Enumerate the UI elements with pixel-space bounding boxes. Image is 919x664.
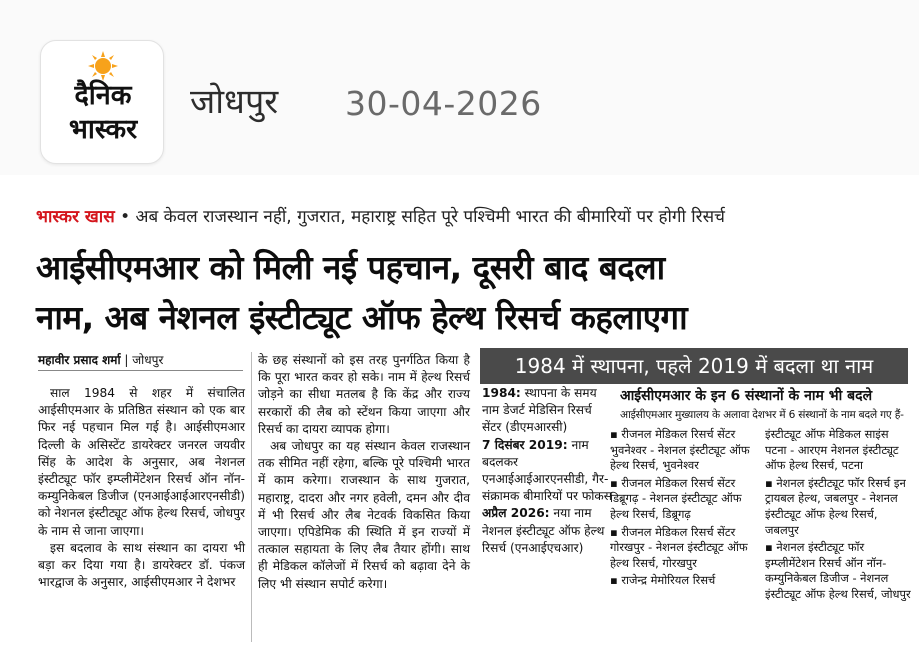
byline-place: | जोधपुर <box>120 353 164 367</box>
list-item: ▪ नेशनल इंस्टीट्यूट फॉर रिसर्च इन ट्रायबल हेल्थ, जबलपुर - नेशनल इंस्टीट्यूट ऑफ हेल्थ रिसर्च, जबलपुर <box>765 475 906 537</box>
article-column-2 <box>258 352 470 593</box>
timeline-text: स्थापना के समय नाम डेजर्ट मेडिसिन रिसर्च सेंटर (डीएमआरसी) <box>482 386 597 435</box>
institutes-list-a <box>610 427 758 591</box>
timeline-text: नया नाम नेशनल इंस्टीट्यूट ऑफ हेल्थ रिसर्च (एनआईएचआर) <box>482 506 605 555</box>
timeline-label: 1984: <box>482 386 521 400</box>
timeline-entry <box>482 505 612 557</box>
edition-city[interactable]: जोधपुर <box>190 82 279 122</box>
logo-text-line1: दैनिक <box>74 80 132 111</box>
list-item: ▪ रीजनल मेडिकल रिसर्च सेंटर गोरखपुर - नेशनल इंस्टीट्यूट ऑफ हेल्थ रिसर्च, गोरखपुर <box>610 524 748 570</box>
headline-line-1: आईसीएमआर को मिली नई पहचान, दूसरी बाद बदला <box>36 248 665 287</box>
byline-author: महावीर प्रसाद शर्मा <box>38 353 121 367</box>
kicker-text: • अब केवल राजस्थान नहीं, गुजरात, महाराष्ट्र सहित पूरे पश्चिमी भारत की बीमारियों पर होगी रिसर्च <box>114 207 725 227</box>
sun-icon <box>88 51 118 81</box>
timeline-box-title: 1984 में स्थापना, पहले 2019 में बदला था नाम <box>480 348 908 384</box>
list-item: ▪ रीजनल मेडिकल रिसर्च सेंटर भुवनेश्वर - नेशनल इंस्टीट्यूट ऑफ हेल्थ रिसर्च, भुवनेश्वर <box>610 427 750 473</box>
institutes-list-b <box>765 427 913 605</box>
paragraph: इस बदलाव के साथ संस्थान का दायरा भी बड़ा कर दिया गया है। डायरेक्टर डॉ. पंकज भारद्वाज के अनुसार, आईसीएमआर ने देशभर <box>38 540 245 590</box>
timeline-entry <box>482 437 612 506</box>
edition-date[interactable]: 30-04-2026 <box>345 84 542 123</box>
byline <box>38 350 243 371</box>
column-divider <box>251 352 252 642</box>
timeline-label: अप्रैल 2026: <box>482 506 550 521</box>
timeline-entry <box>482 385 612 437</box>
headline-line-2: नाम, अब नेशनल इंस्टीट्यूट ऑफ हेल्थ रिसर्च कहलाएगा <box>36 298 688 337</box>
institutes-description: आईसीएमआर मुख्यालय के अलावा देशभर में 6 संस्थानों के नाम बदले गए हैं- <box>620 409 904 421</box>
app-header <box>0 0 919 175</box>
headline <box>36 243 916 343</box>
paragraph: के छह संस्थानों को इस तरह पुनर्गठित किया है कि पूरा भारत कवर हो सके। नाम में हेल्थ रिसर्च जोड़ने का सीधा मतलब है कि केंद्र और राज्य सरकारों की लैब को स्टेंथन किया जाएगा और रिसर्च का दायरा व्यापक होगा। <box>258 353 470 436</box>
list-item: इंस्टीट्यूट ऑफ मेडिकल साइंस पटना - आरएम नेशनल इंस्टीट्यूट ऑफ हेल्थ रिसर्च, पटना <box>765 427 899 473</box>
timeline-text: नाम बदलकर एनआईआईआरएनसीडी, गैर-संक्रामक बीमारियों पर फोकस <box>482 437 613 504</box>
list-item: ▪ रीजनल मेडिकल रिसर्च सेंटर डिब्रूगढ़ - नेशनल इंस्टीट्यूट ऑफ हेल्थ रिसर्च, डिब्रूगढ़ <box>610 475 742 521</box>
list-item: ▪ नेशनल इंस्टीट्यूट फॉर इम्प्लीमेंटेशन रिसर्च ऑन नॉन-कम्युनिकेबल डिजीज - नेशनल इंस्टीट्यूट ऑफ हेल्थ रिसर्च, जोधपुर <box>765 540 911 601</box>
article-column-1 <box>38 385 245 591</box>
list-item: ▪ राजेन्द्र मेमोरियल रिसर्च <box>610 573 716 588</box>
paragraph: साल 1984 से शहर में संचालित आईसीएमआर के प्रतिष्ठित संस्थान को एक बार फिर नई पहचान मिल गई है। आईसीएमआर दिल्ली के असिस्टेंट डायरेक्टर जनरल जयवीर सिंह के आदेश के अनुसार, अब नेशनल इंस्टीट्यूट फॉर इम्प्लीमेंटेशन रिसर्च ऑन नॉन-कम्युनिकेबल डिजीज (एनआईआईआरएनसीडी) को नेशनल इंस्टीट्यूट ऑफ हेल्थ रिसर्च, जोधपुर के नाम से जाना जाएगा। <box>38 386 245 538</box>
kicker-line <box>36 205 916 229</box>
timeline-label: 7 दिसंबर 2019: <box>482 437 568 452</box>
institutes-title: आईसीएमआर के इन 6 संस्थानों के नाम भी बदले <box>620 388 873 404</box>
kicker-label: भास्कर खास <box>36 207 115 227</box>
news-clipping <box>30 195 918 664</box>
paragraph: अब जोधपुर का यह संस्थान केवल राजस्थान तक सीमित नहीं रहेगा, बल्कि पूरे पश्चिमी भारत में काम करेगा। राजस्थान के साथ गुजरात, महाराष्ट्र, दादरा और नगर हवेली, दमन और दीव में भी रिसर्च और लैब नेटवर्क विकसित किया जाएगा। एपिडेमिक की स्थिति में इन राज्यों में तत्काल सहायता के लिए लैब तैयार होंगी। साथ ही मेडिकल कॉलेजों में रिसर्च को बढ़ावा देने के लिए भी संस्थान सपोर्ट करेगा। <box>258 439 470 591</box>
logo-text-line2: भास्कर <box>68 114 138 145</box>
dainik-bhaskar-logo[interactable] <box>40 40 164 164</box>
timeline-column <box>482 385 612 557</box>
